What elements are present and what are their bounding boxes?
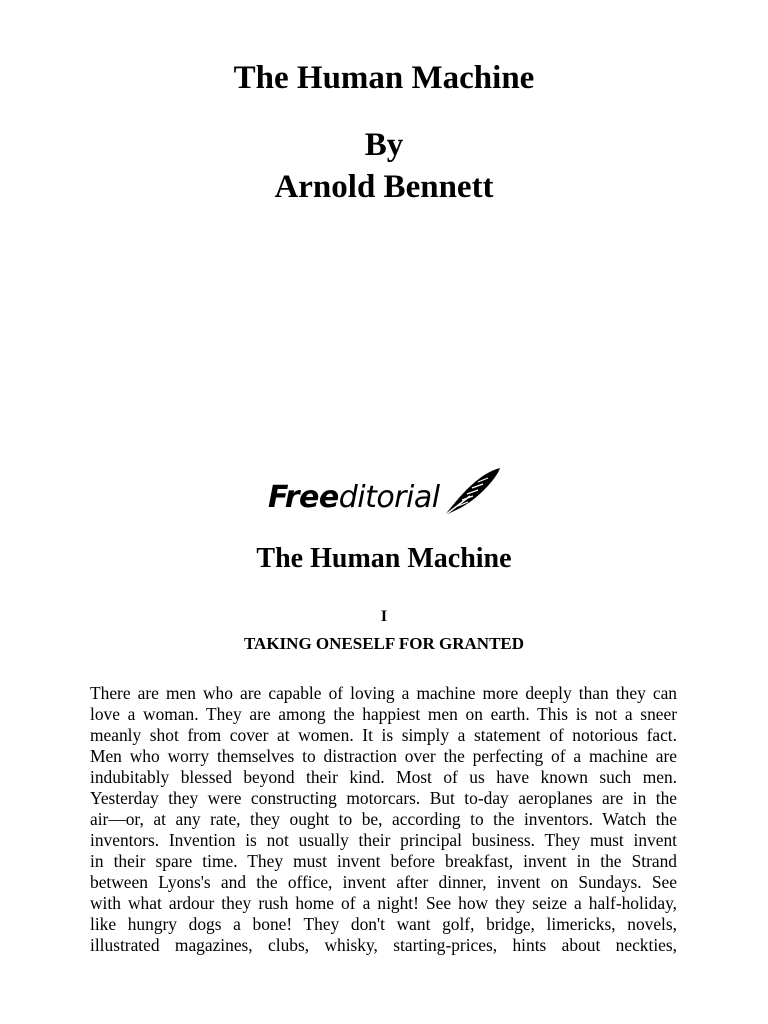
by-label: By bbox=[364, 127, 404, 163]
body-line: meanly shot from cover at women. It is simply a statement of notorious fact. bbox=[90, 725, 677, 745]
logo-text-bold: Free bbox=[268, 480, 339, 515]
body-line: inventors. Invention is not usually their principal business. They must invent bbox=[90, 830, 677, 850]
body-line: air—or, at any rate, they ought to be, according to the inventors. Watch the bbox=[90, 809, 677, 829]
chapter-title: TAKING ONESELF FOR GRANTED bbox=[243, 634, 525, 653]
body-line: Men who worry themselves to distraction over the perfecting of a machine are bbox=[90, 746, 677, 766]
book-title: The Human Machine bbox=[233, 60, 535, 96]
body-line: in their spare time. They must invent before breakfast, invent in the Strand bbox=[90, 851, 677, 871]
body-line: like hungry dogs a bone! They don't want golf, bridge, limericks, novels, bbox=[90, 914, 677, 934]
chapter-body-text bbox=[90, 683, 677, 956]
quill-feather-icon bbox=[440, 466, 502, 518]
publisher-logo-text bbox=[268, 480, 440, 516]
byline bbox=[0, 124, 768, 208]
body-line: Yesterday they were constructing motorcars. But to-day aeroplanes are in the bbox=[90, 788, 677, 808]
logo-text-regular: ditorial bbox=[338, 480, 440, 515]
chapter-number: I bbox=[380, 608, 388, 625]
body-line: There are men who are capable of loving a machine more deeply than they can bbox=[90, 683, 677, 703]
body-line: indubitably blessed beyond their kind. Most of us have known such men. bbox=[90, 767, 677, 787]
body-line: between Lyons's and the office, invent after dinner, invent on Sundays. See bbox=[90, 872, 677, 892]
author-name: Arnold Bennett bbox=[274, 169, 494, 205]
body-line: love a woman. They are among the happiest men on earth. This is not a sneer bbox=[90, 704, 677, 724]
publisher-logo bbox=[264, 466, 504, 522]
chapter-book-title: The Human Machine bbox=[256, 543, 512, 574]
body-line: with what ardour they rush home of a night! See how they seize a half-holiday, bbox=[90, 893, 677, 913]
body-line: illustrated magazines, clubs, whisky, starting-prices, hints about neckties, bbox=[90, 935, 677, 955]
